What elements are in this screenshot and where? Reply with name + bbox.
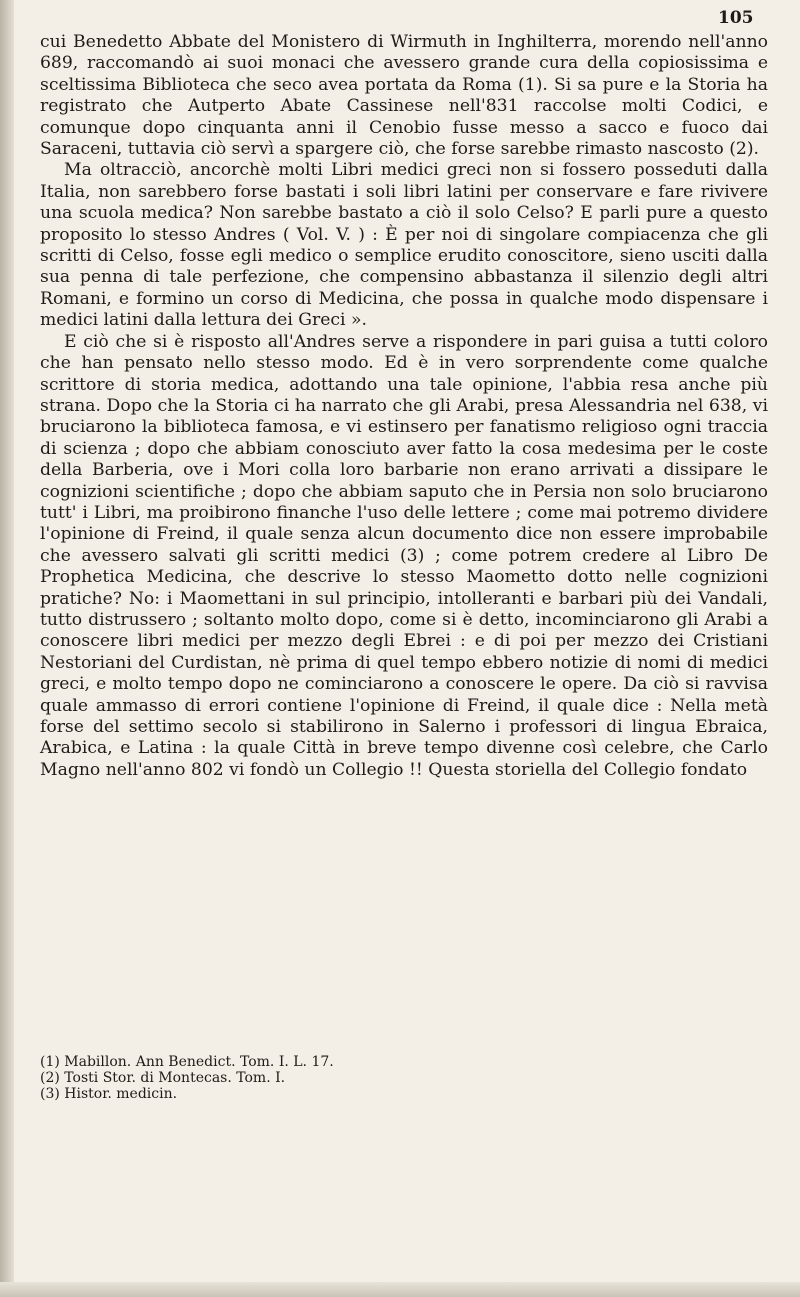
paragraph-3: E ciò che si è risposto all'Andres serve a rispondere in pari guisa a tutti coloro che han pensato nello stesso modo. Ed è in vero sorprendente come qualche scrittore di storia medica, adottando una tale opinione, l'abbia resa anche più strana. Dopo che la Storia ci ha narrato che gli Arabi, presa Alessandria nel 638, vi bruciarono la biblioteca famosa, e vi estinsero per fanatismo religioso ogni traccia di scienza ; dopo che abbiam conosciuto aver fatto la cosa medesima per le coste della Barberia, ove i Mori colla loro barbarie non erano arrivati a dissipare le cognizioni scientifiche ; dopo che abbiam saputo che in Persia non solo bruciarono tutt' i Libri, ma proibirono finanche l'uso delle lettere ; come mai potremo dividere l'opinione di Freind, il quale senza alcun documento dice non essere improbabile che avessero salvati gli scritti medici (3) ; come potrem credere al Libro De Prophetica Medicina, che descrive lo stesso Maometto dotto nelle cognizioni pratiche? No: i Maomettani in sul principio, intolleranti e barbari più dei Vandali, tutto distrussero ; soltanto molto dopo, come si è detto, incominciarono gli Arabi a conoscere libri medici per mezzo degli Ebrei : e di poi per mezzo dei Cristiani Nestoriani del Curdistan, nè prima di quel tempo ebbero notizie di nomi di medici greci, e molto tempo dopo ne cominciarono a conoscere le opere. Da ciò si ravvisa quale ammasso di errori contiene l'opinione di Freind, il quale dice : Nella metà forse del settimo secolo si stabilirono in Salerno i professori di lingua Ebraica, Arabica, e Latina : la quale Città in breve tempo divenne così celebre, che Carlo Magno nell'anno 802 vi fondò un Collegio !! Questa storiella del Collegio fondato: [40, 331, 768, 780]
page-number: 105: [718, 8, 754, 28]
paragraph-1: cui Benedetto Abbate del Monistero di Wirmuth in Inghilterra, morendo nell'anno 689, raccomandò ai suoi monaci che avessero grande cura della copiosissima e sceltissima Biblioteca che seco avea portata da Roma (1). Si sa pure e la Storia ha registrato che Autperto Abate Cassinese nell'831 raccolse molti Codici, e comunque dopo cinquanta anni il Cenobio fusse messo a sacco e fuoco dai Saraceni, tuttavia ciò servì a spargere ciò, che forse sarebbe rimasto nascosto (2).: [40, 32, 768, 160]
page-gutter: [0, 0, 14, 1297]
footnote-3: (3) Histor. medicin.: [40, 1086, 178, 1102]
paragraph-2: Ma oltracciò, ancorchè molti Libri medici greci non si fossero posseduti dalla Italia, non sarebbero forse bastati i soli libri latini per conservare e fare rivivere una scuola medica? Non sarebbe bastato a ciò il solo Celso? E parli pure a questo proposito lo stesso Andres ( Vol. V. ) : È per noi di singolare compiacenza che gli scritti di Celso, fosse egli medico o semplice erudito conoscitore, sieno usciti dalla sua penna di tale perfezione, che compensino abbastanza il silenzio degli altri Romani, e formino un corso di Medicina, che possa in qualche modo dispensare i medici latini dalla lettura dei Greci ».: [40, 160, 768, 331]
footnotes: [40, 1054, 640, 1102]
body-text: [40, 32, 768, 781]
footnote-1: (1) Mabillon. Ann Benedict. Tom. I. L. 17.: [40, 1054, 334, 1070]
footnote-2: (2) Tosti Stor. di Montecas. Tom. I.: [40, 1070, 286, 1086]
page-bottom-edge: [0, 1282, 800, 1297]
